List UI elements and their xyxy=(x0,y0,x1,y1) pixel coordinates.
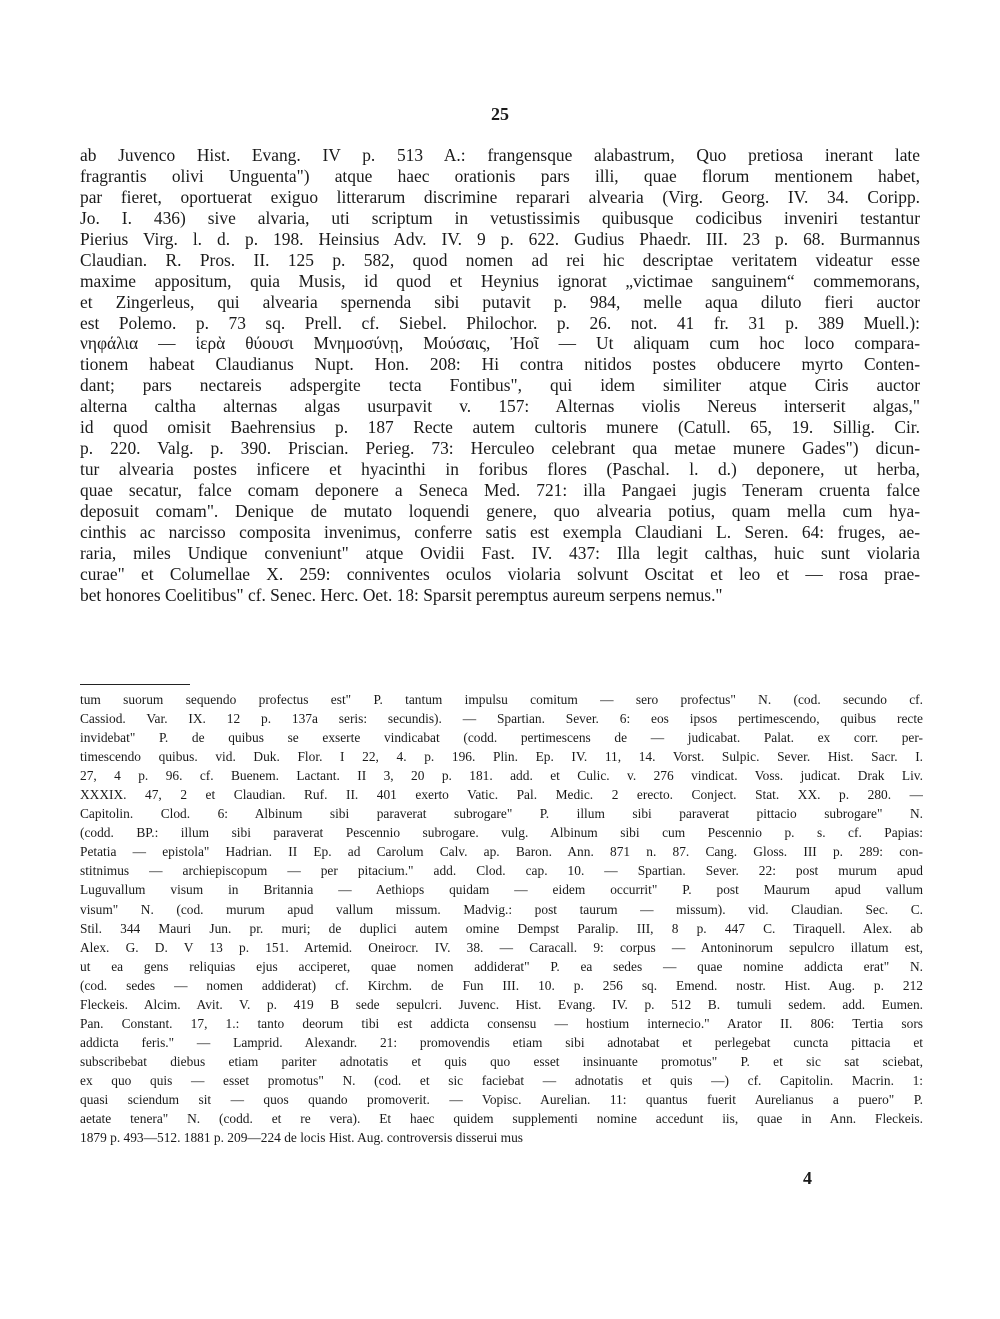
footnote-rule xyxy=(80,684,190,685)
main-text-line: cinthis ac narcisso composita invenimus, conferre satis est exempla Claudiani L. Seren. 64: fruges, ae- xyxy=(80,521,920,542)
footnote-line: XXXIX. 47, 2 et Claudian. Ruf. II. 401 exerto Vatic. Pal. Medic. 2 erecto. Conject. Stat. XX. p. 280. — xyxy=(80,787,923,803)
main-text-line: alterna caltha alternas algas usurpavit v. 157: Alternas violis Nereus interserit algas," xyxy=(80,396,920,417)
footnote-line: stitnimus — archiepiscopum — per pitacium." add. Clod. cap. 10. — Spartian. Sever. 22: post murum apud xyxy=(80,863,923,879)
footnote-line: ex quo quis — esset promotus" N. (cod. et sic faciebat — adnotatis et quis —) cf. Capitolin. Macrin. 1: xyxy=(80,1072,923,1088)
signature-mark: 4 xyxy=(803,1168,812,1188)
footnote-line: 1879 p. 493—512. 1881 p. 209—224 de locis Hist. Aug. controversis disserui mus xyxy=(80,1130,523,1146)
main-text-line: Claudian. R. Pros. II. 125 p. 582, quod nomen ad rei hic descriptae veritatem videatur esse xyxy=(80,249,920,270)
main-text-line: raria, miles Undique conveniunt" atque Ovidii Fast. IV. 437: Illa legit calthas, huic sunt violaria xyxy=(80,542,920,563)
main-text-block xyxy=(80,145,920,606)
main-text-line: par fieret, oportuerat exiguo litterarum discrimine reparari alvearia (Virg. Georg. IV. 34. Coripp. xyxy=(80,186,920,207)
main-text-line: νηφάλια — ἱερὰ θύουσι Μνημοσύνῃ, Μούσαις, Ἠοῖ — Ut aliquam cum hoc loco compara- xyxy=(80,333,920,354)
main-text-line: curae" et Columellae X. 259: conniventes oculos violaria solvunt Oscitat et leo et — rosa prae- xyxy=(80,563,920,584)
footnote-line: aetate tenera" N. (codd. et re vera). Et haec quidem supplementi nomine accedunt iis, quae in Ann. Fleckeis. xyxy=(80,1111,923,1127)
main-text-line: quae secatur, falce comam deponere a Seneca Med. 721: illa Pangaei jugis Teneram cruenta falce xyxy=(80,480,920,500)
main-text-line: tionem habeat Claudianus Nupt. Hon. 208: Hi contra nitidos postes obducere myrto Conten- xyxy=(80,354,920,375)
main-text-line: tur alvearia postes inficere et hyacinthi in foribus flores (Paschal. l. d.) deponere, ut herba, xyxy=(80,459,920,480)
footnote-line: subscribebat diebus etiam pariter adnotatis et quis quo esset insinuante promotus" P. et sic sat sciebat, xyxy=(80,1053,923,1069)
footnote-line: addicta feris." — Lamprid. Alexandr. 21: promovendis etiam sibi adnotabat et perlegebat cuncta pittacia et xyxy=(80,1034,923,1050)
footnote-line: Stil. 344 Mauri Jun. pr. muri; de duplici autem omine Dempst Paralip. III, 8 p. 447 C. Tiraquell. Alex. ab xyxy=(80,920,923,936)
footnote-line: timescendo quibus. vid. Duk. Flor. I 22, 4. p. 196. Plin. Ep. IV. 11, 14. Vorst. Sulpic. Sever. Hist. Sacr. I. xyxy=(80,749,923,765)
footnote-line: (codd. BP.: illum sibi paraverat Pescennio subrogare. vulg. Albinum sibi cum Pescennio p. s. cf. Papias: xyxy=(80,825,923,841)
footnote-line: Luguvallum visum in Britannia — Aethiops quidam — eidem occurrit" P. post Maurum apud vallum xyxy=(80,882,923,898)
main-text-line: ab Juvenco Hist. Evang. IV p. 513 A.: frangensque alabastrum, Quo pretiosa inerant late xyxy=(80,145,920,165)
footnote-line: Cassiod. Var. IX. 12 p. 137a seris: secundis). — Spartian. Sever. 6: eos ipsos pertimescendo, quibus recte xyxy=(80,711,923,727)
footnote-line: ut ea gens reliquias ejus acciperet, quae nomen addiderat" P. ea sedes — quae nomine addicta erat" N. xyxy=(80,958,923,974)
footnotes-block xyxy=(80,690,923,1147)
main-text-line: Pierius Virg. l. d. p. 198. Heinsius Adv. IV. 9 p. 622. Gudius Phaedr. III. 23 p. 68. Burmannus xyxy=(80,228,920,249)
main-text-line: maxime appositum, quia Musis, id quod et Heynius ignorat „victimae sanguinem“ commemorans, xyxy=(80,270,920,291)
main-text-line: fragrantis olivi Unguenta") atque haec orationis pars illi, quae florum mentionem habet, xyxy=(80,165,920,186)
footnote-line: Alex. G. D. V 13 p. 151. Artemid. Oneirocr. IV. 38. — Caracall. 9: corpus — Antoninorum sepulcro illatum est, xyxy=(80,939,923,955)
footnote-line: (cod. sedes — nomen addiderat) cf. Kirchm. de Fun III. 10. p. 256 sq. Emend. nostr. Hist. Aug. p. 212 xyxy=(80,977,923,993)
main-text-line: p. 220. Valg. p. 390. Priscian. Perieg. 73: Herculeo celebrant qua metae munere Gades") dicun- xyxy=(80,438,920,459)
footnote-line: tum suorum sequendo profectus est" P. tantum impulsu comitum — sero profectus" N. (cod. secundo cf. xyxy=(80,692,923,707)
footnote-line: visum" N. (cod. murum apud vallum missum. Madvig.: post taurum — missum). vid. Claudian. Sec. C. xyxy=(80,901,923,917)
main-text-line: Jo. I. 436) sive alvaria, uti scriptum in vetustissimis quibusque codicibus inveniri testantur xyxy=(80,207,920,228)
footnote-line: invidebat" P. de quibus se exserte vindicabat (codd. pertimescens de — judicabat. Palat. ex corr. per- xyxy=(80,730,923,746)
footnote-line: Fleckeis. Alcim. Avit. V. p. 419 B sede sepulcri. Juvenc. Hist. Evang. IV. p. 512 B. tumuli sedem. add. Eumen. xyxy=(80,996,923,1012)
main-text-line: est Polemo. p. 73 sq. Prell. cf. Siebel. Philochor. p. 26. not. 41 fr. 31 p. 389 Muell.): xyxy=(80,312,920,333)
footnote-line: Pan. Constant. 17, 1.: tanto deorum tibi est addicta consensu — hostium internecio." Arator II. 806: Tertia sors xyxy=(80,1015,923,1031)
main-text-line: id quod omisit Baehrensius p. 187 Recte autem cultoris munere (Catull. 65, 19. Sillig. Cir. xyxy=(80,417,920,438)
footnote-line: Capitolin. Clod. 6: Albinum sibi paraverat subrogare" P. illum sibi paraverat pittacio subrogare" N. xyxy=(80,806,923,822)
footnote-line: Petatia — epistola" Hadrian. II Ep. ad Carolum Calv. ap. Baron. Ann. 871 n. 87. Cang. Gloss. III p. 289: con- xyxy=(80,844,923,860)
main-text-line: et Zingerleus, qui alvearia spernenda sibi putavit p. 984, melle aqua diluto fieri auctor xyxy=(80,291,920,312)
footnote-line: quasi sciendum sit — quos quando promoverit. — Vopisc. Aurelian. 11: quantus fuerit Aurelianus a puero" P. xyxy=(80,1091,923,1107)
main-text-line: bet honores Coelitibus" cf. Senec. Herc. Oet. 18: Sparsit peremptus aureum serpens nemus." xyxy=(80,584,723,605)
page-number: 25 xyxy=(491,104,509,124)
main-text-line: deposuit comam". Denique de mutato loquendi genere, quo alvearia potius, quam mella cum hya- xyxy=(80,500,920,521)
footnote-line: 27, 4 p. 96. cf. Buenem. Lactant. II 3, 20 p. 181. add. et Culic. v. 276 vindicat. Voss. judicat. Drak Liv. xyxy=(80,768,923,784)
main-text-line: dant; pars nectareis adspergite tecta Fontibus", qui idem similiter atque Ciris auctor xyxy=(80,375,920,396)
